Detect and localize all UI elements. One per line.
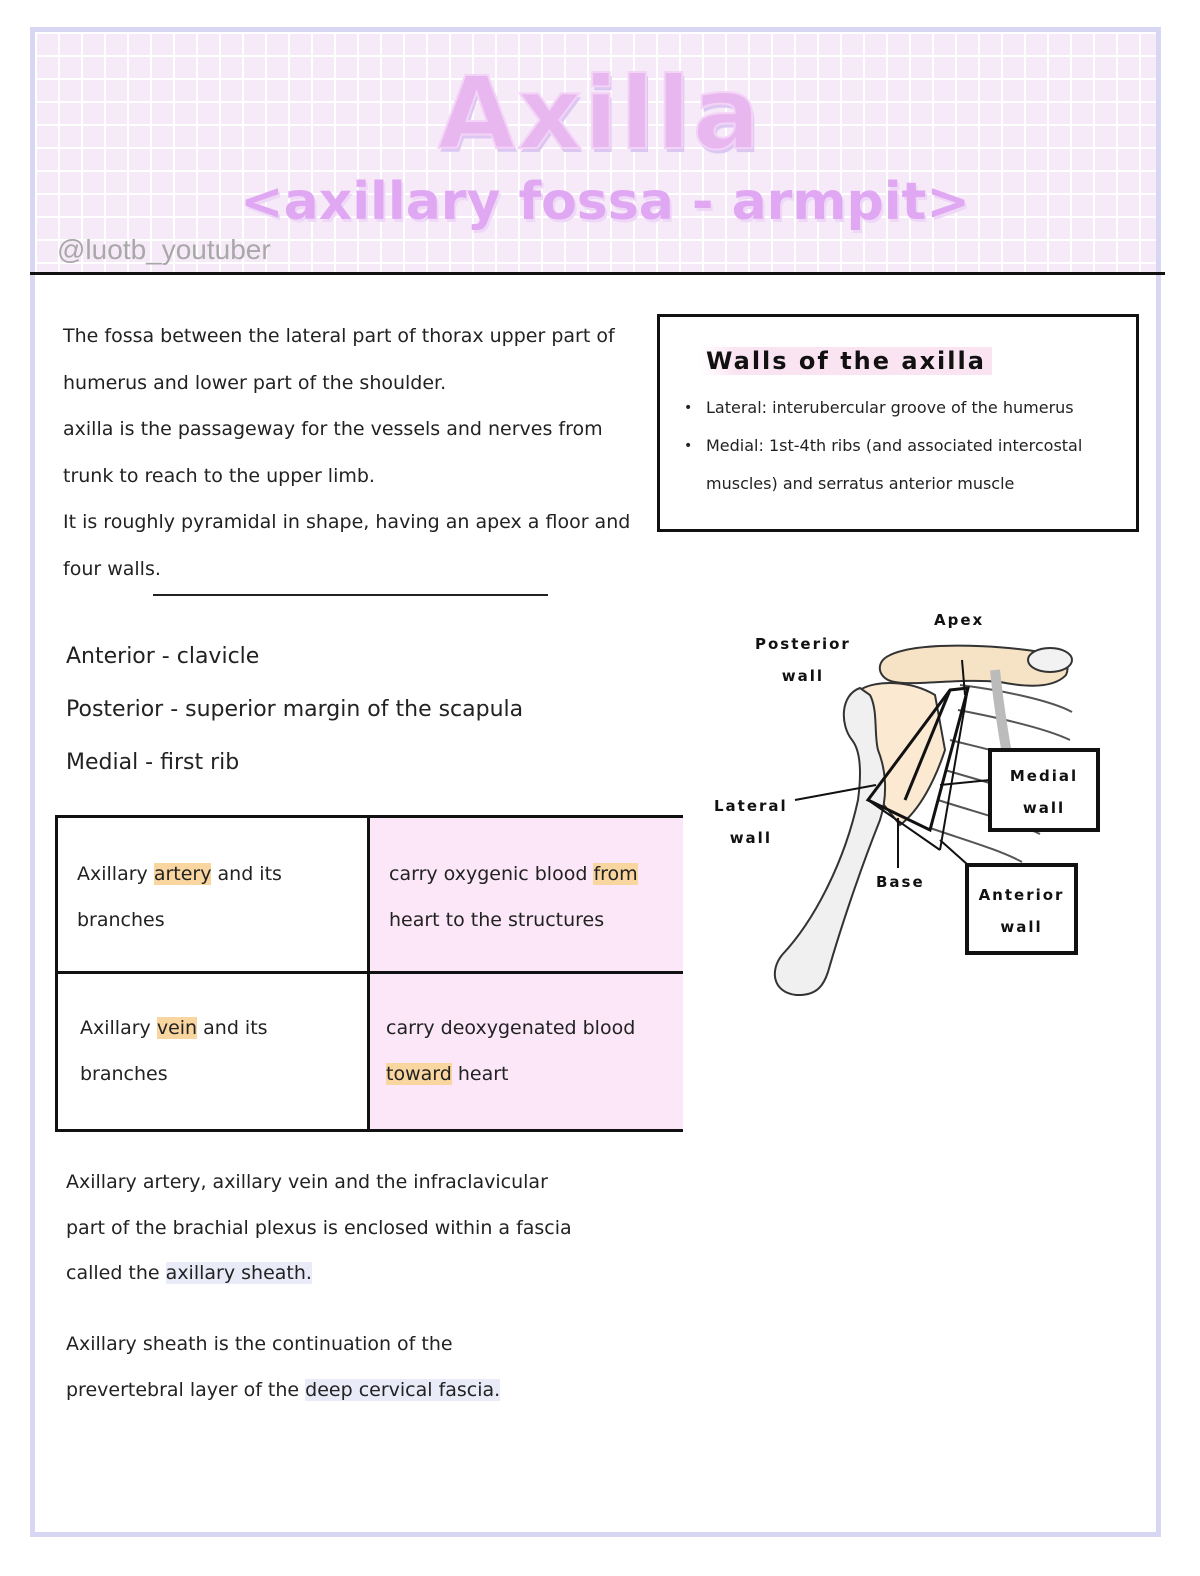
lateral-wall-label: Lateral wall — [714, 797, 788, 847]
header-divider — [30, 272, 1165, 275]
boundary-item: Anterior - clavicle — [66, 644, 260, 669]
highlight: vein — [156, 1017, 198, 1039]
table-cell-artery: Axillary artery and its branches — [58, 818, 370, 974]
walls-title: Walls of the axilla — [700, 347, 992, 375]
apex-boundaries — [66, 630, 523, 789]
sheath-paragraph-1: Axillary artery, axillary vein and the infraclavicular part of the brachial plexus is enclosed within a fascia called the axillary sheath. — [66, 1171, 572, 1284]
base-label: Base — [876, 873, 925, 891]
highlight: deep cervical fascia. — [305, 1378, 501, 1401]
section-divider — [153, 594, 548, 596]
intro-paragraph: It is roughly pyramidal in shape, having an apex a floor and four walls. — [63, 511, 631, 580]
walls-list — [682, 389, 1122, 503]
highlight: toward — [386, 1063, 452, 1085]
boundary-item: Posterior - superior margin of the scapula — [66, 697, 524, 722]
anterior-wall-box: Anterior wall — [965, 863, 1078, 955]
page-title: Axilla — [437, 55, 763, 172]
page-subtitle: <axillary fossa - armpit> — [240, 172, 970, 232]
apex-label: Apex — [934, 611, 985, 629]
table-cell-vein: Axillary vein and its branches — [58, 974, 370, 1129]
axilla-diagram — [700, 600, 1160, 1010]
highlight: from — [593, 863, 638, 885]
medial-wall-box: Medial wall — [988, 748, 1100, 832]
posterior-wall-label: Posterior wall — [755, 635, 851, 685]
sheath-paragraph-2: Axillary sheath is the continuation of the prevertebral layer of the deep cervical fascia. — [66, 1333, 501, 1401]
watermark: @luotb_youtuber — [57, 234, 271, 265]
table-cell-artery-desc: carry oxygenic blood from heart to the structures — [370, 818, 683, 974]
walls-list-item: • Lateral: interubercular groove of the humerus — [682, 389, 1122, 427]
table-cell-vein-desc: carry deoxygenated blood toward heart — [370, 974, 683, 1129]
highlight: artery — [153, 863, 212, 885]
intro-paragraph: The fossa between the lateral part of thorax upper part of humerus and lower part of the shoulder. — [63, 325, 615, 394]
walls-box — [657, 314, 1139, 532]
boundary-item: Medial - first rib — [66, 750, 240, 775]
highlight: axillary sheath. — [165, 1262, 312, 1284]
intro-text — [63, 313, 658, 592]
vessel-table — [55, 815, 683, 1132]
walls-list-item: • Medial: 1st-4th ribs (and associated intercostal muscles) and serratus anterior muscle — [682, 427, 1122, 503]
intro-paragraph: axilla is the passageway for the vessels and nerves from trunk to reach to the upper limb. — [63, 418, 603, 487]
